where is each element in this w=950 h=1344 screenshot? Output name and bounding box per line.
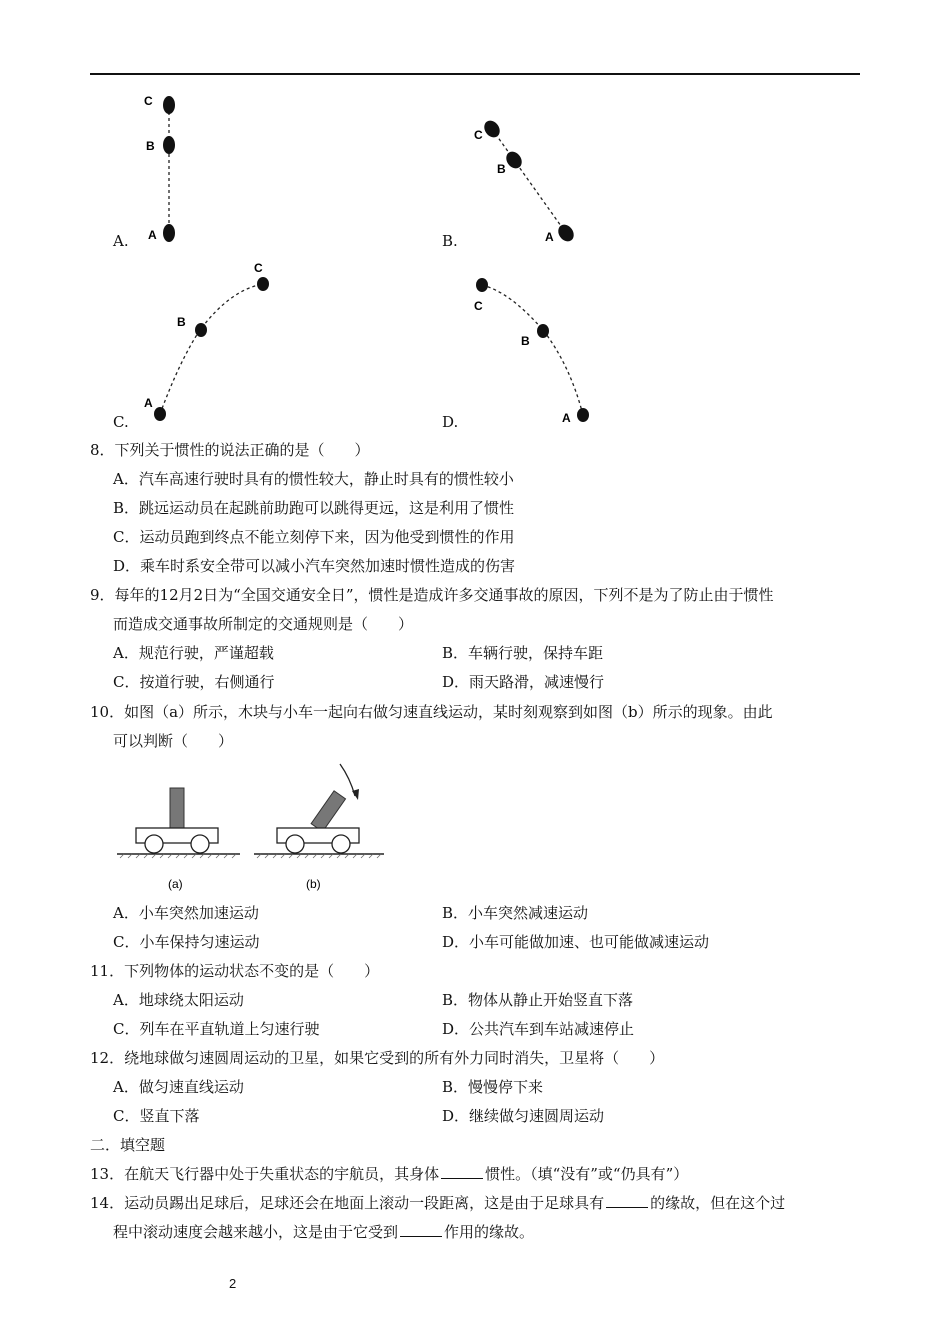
cart-figure <box>112 758 392 898</box>
question-13-text-before: 13．在航天飞行器中处于失重状态的宇航员，其身体 <box>90 1165 440 1183</box>
cart-caption-b: (b) <box>306 877 321 891</box>
section-heading: 二．填空题 <box>90 1136 166 1154</box>
page-number: 2 <box>229 1276 237 1291</box>
figure-option-b <box>465 112 585 252</box>
question-14-text-2: 的缘故，但在这个过 <box>650 1194 786 1212</box>
question-12-option-d: D．继续做匀速圆周运动 <box>442 1107 605 1125</box>
question-14-text-1: 14．运动员踢出足球后，足球还会在地面上滚动一段距离，这是由于足球具有 <box>90 1194 605 1212</box>
answer-blank[interactable] <box>441 1164 483 1179</box>
header-rule <box>90 73 860 75</box>
question-9-stem-line2: 而造成交通事故所制定的交通规则是（ ） <box>113 615 414 633</box>
point-label-a: A <box>148 228 157 242</box>
question-12-option-a: A．做匀速直线运动 <box>113 1078 244 1096</box>
figure-option-d <box>465 270 600 430</box>
question-11-stem: 11．下列物体的运动状态不变的是（ ） <box>90 962 380 980</box>
figure-option-c <box>140 260 280 425</box>
question-12-option-b: B．慢慢停下来 <box>442 1078 544 1096</box>
question-8-stem: 8．下列关于惯性的说法正确的是（ ） <box>90 441 370 459</box>
cart-caption-a: (a) <box>168 877 183 891</box>
question-12-option-c: C．竖直下落 <box>113 1107 200 1125</box>
question-9-option-a: A．规范行驶，严谨超载 <box>113 644 274 662</box>
question-11-option-d: D．公共汽车到车站减速停止 <box>442 1020 635 1038</box>
question-8-option-d: D．乘车时系安全带可以减小汽车突然加速时惯性造成的伤害 <box>113 557 516 575</box>
point-label-b: B <box>177 315 186 329</box>
point-label-a: A <box>562 411 571 425</box>
point-label-b: B <box>521 334 530 348</box>
question-10-option-b: B．小车突然减速运动 <box>442 904 589 922</box>
question-11-option-a: A．地球绕太阳运动 <box>113 991 244 1009</box>
option-label-a: A. <box>113 232 129 250</box>
question-9-option-b: B．车辆行驶，保持车距 <box>442 644 604 662</box>
question-14-line2 <box>113 1222 534 1242</box>
option-label-d: D. <box>442 413 459 431</box>
option-label-c: C. <box>113 413 129 431</box>
question-10-option-a: A．小车突然加速运动 <box>113 904 259 922</box>
question-14-text-4: 作用的缘故。 <box>444 1223 535 1241</box>
option-label-b: B. <box>442 232 458 250</box>
point-label-c: C <box>254 261 263 275</box>
question-11-option-c: C．列车在平直轨道上匀速行驶 <box>113 1020 320 1038</box>
question-10-stem-line2: 可以判断（ ） <box>113 732 234 750</box>
answer-blank[interactable] <box>400 1222 442 1237</box>
question-14-text-3: 程中滚动速度会越来越小，这是由于它受到 <box>113 1223 399 1241</box>
point-label-b: B <box>146 139 155 153</box>
point-label-a: A <box>144 396 153 410</box>
question-12-stem: 12．绕地球做匀速圆周运动的卫星，如果它受到的所有外力同时消失，卫星将（ ） <box>90 1049 665 1067</box>
question-10-stem-line1: 10．如图（a）所示，木块与小车一起向右做匀速直线运动，某时刻观察到如图（b）所示的现象。由此 <box>90 703 773 721</box>
question-9-stem-line1: 9．每年的12月2日为“全国交通安全日”，惯性是造成许多交通事故的原因，下列不是为了防止由于惯性 <box>90 586 774 604</box>
question-8-option-b: B．跳远运动员在起跳前助跑可以跳得更远，这是利用了惯性 <box>113 499 515 517</box>
figure-option-a <box>130 88 200 248</box>
answer-blank[interactable] <box>606 1193 648 1208</box>
question-10-option-c: C．小车保持匀速运动 <box>113 933 260 951</box>
question-9-option-c: C．按道行驶，右侧通行 <box>113 673 275 691</box>
point-label-a: A <box>545 230 554 244</box>
question-10-option-d: D．小车可能做加速、也可能做减速运动 <box>442 933 710 951</box>
point-label-c: C <box>474 128 483 142</box>
point-label-c: C <box>474 299 483 313</box>
question-13-text-after: 惯性。（填“没有”或“仍具有”） <box>485 1165 689 1183</box>
question-8-option-a: A．汽车高速行驶时具有的惯性较大，静止时具有的惯性较小 <box>113 470 514 488</box>
question-11-option-b: B．物体从静止开始竖直下落 <box>442 991 634 1009</box>
question-8-option-c: C．运动员跑到终点不能立刻停下来，因为他受到惯性的作用 <box>113 528 515 546</box>
question-9-option-d: D．雨天路滑，减速慢行 <box>442 673 605 691</box>
point-label-c: C <box>144 94 153 108</box>
question-14-line1 <box>90 1193 785 1213</box>
point-label-b: B <box>497 162 506 176</box>
question-13 <box>90 1164 688 1184</box>
